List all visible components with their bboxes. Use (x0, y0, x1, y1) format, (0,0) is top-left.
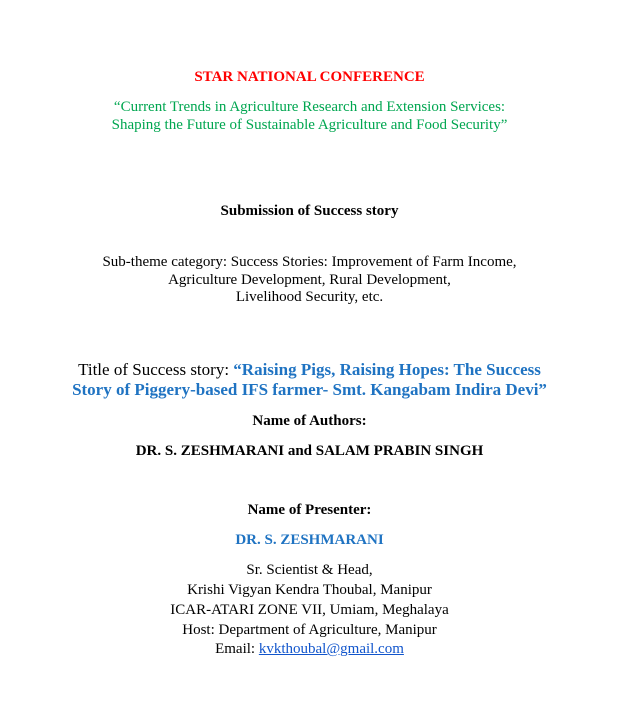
authors-names: DR. S. ZESHMARANI and SALAM PRABIN SINGH (135, 443, 484, 459)
presenter-heading: Name of Presenter: (247, 502, 372, 518)
subtheme-line1: Sub-theme category: Success Stories: Improvement of Farm Income, (102, 254, 517, 270)
submission-heading: Submission of Success story (220, 203, 399, 219)
subtheme-line3: Livelihood Security, etc. (235, 289, 384, 305)
story-title-line1 (0, 361, 619, 378)
conference-theme-line2: Shaping the Future of Sustainable Agriculture and Food Security” (111, 117, 508, 133)
story-title-line2: Story of Piggery-based IFS farmer- Smt. Kangabam Indira Devi” (72, 380, 547, 399)
presenter-org1: Krishi Vigyan Kendra Thoubal, Manipur (187, 582, 432, 598)
conference-name: STAR NATIONAL CONFERENCE (194, 69, 425, 85)
presenter-name: DR. S. ZESHMARANI (235, 532, 384, 548)
presenter-org2: ICAR-ATARI ZONE VII, Umiam, Meghalaya (170, 602, 449, 618)
presenter-designation: Sr. Scientist & Head, (246, 562, 373, 578)
email-label: Email: (215, 641, 259, 657)
presenter-host: Host: Department of Agriculture, Manipur (182, 622, 437, 638)
story-title-text-part1: “Raising Pigs, Raising Hopes: The Success (233, 360, 541, 379)
conference-theme-line1: “Current Trends in Agriculture Research and Extension Services: (113, 99, 506, 115)
authors-heading: Name of Authors: (252, 413, 367, 429)
story-title-label: Title of Success story: (78, 360, 234, 379)
email-link[interactable]: kvkthoubal@gmail.com (258, 641, 404, 657)
presenter-email-line (0, 642, 619, 657)
subtheme-line2: Agriculture Development, Rural Development, (168, 272, 451, 288)
